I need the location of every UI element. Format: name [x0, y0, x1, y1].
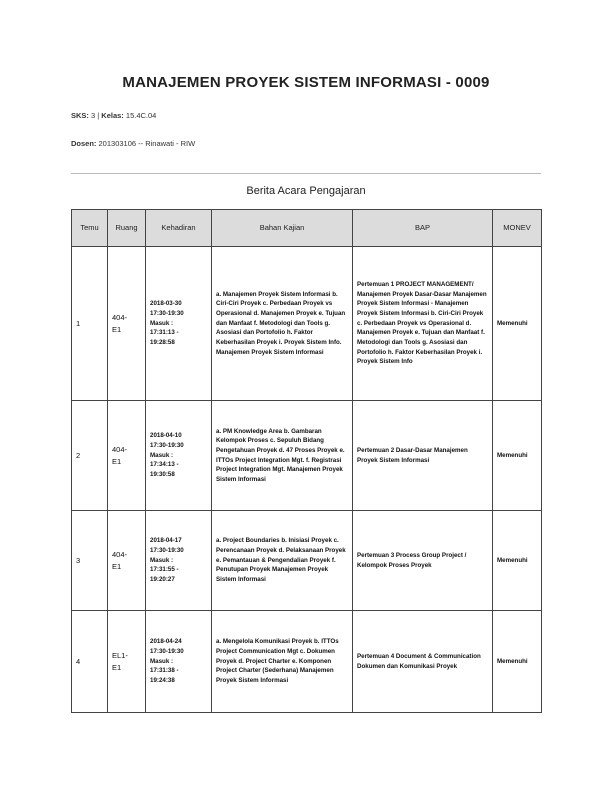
header-monev: MONEV: [493, 210, 542, 247]
cell-bap: Pertemuan 2 Dasar-Dasar Manajemen Proyek Sistem Informasi: [353, 401, 493, 511]
cell-monev: Memenuhi: [493, 511, 542, 611]
document-title: MANAJEMEN PROYEK SISTEM INFORMASI - 0009: [122, 74, 490, 91]
header-kehadiran: Kehadiran: [146, 210, 212, 247]
header-bahan-kajian: Bahan Kajian: [212, 210, 353, 247]
cell-bahan-kajian: a. PM Knowledge Area b. Gambaran Kelompok Proses c. Sepuluh Bidang Pengetahuan Proyek d. 47 Proses Proyek e. ITTOs Project Integration Mgt. f. Registrasi Project Integration Mgt. Manajemen Proyek Sistem Informasi: [212, 401, 353, 511]
cell-monev: Memenuhi: [493, 401, 542, 511]
cell-bap: Pertemuan 1 PROJECT MANAGEMENT/ Manajemen Proyek Dasar-Dasar Manajemen Proyek Sistem Informasi - Manajemen Proyek Sistem Informasi b. Ciri-Ciri Proyek c. Perbedaan Proyek vs Operasional d. Manajemen Proyek e. Tujuan dan Manfaat f. Metodologi dan Tools g. Asosiasi dan Portofolio h. Faktor Keberhasilan Proyek i. Proyek Sistem Info: [353, 247, 493, 401]
cell-temu: 1: [72, 247, 108, 401]
cell-bahan-kajian: a. Project Boundaries b. Inisiasi Proyek c. Perencanaan Proyek d. Pelaksanaan Proyek e. Pemantauan & Pengendalian Proyek f. Penutupan Proyek Manajemen Proyek Sistem Informasi: [212, 511, 353, 611]
table-row: [72, 247, 542, 401]
kelas-label: Kelas:: [101, 111, 124, 120]
divider: [71, 173, 541, 174]
kelas-value: 15.4C.04: [123, 111, 157, 120]
cell-temu: 2: [72, 401, 108, 511]
dosen-value: 201303106 -- Rinawati - RIW: [96, 139, 196, 148]
cell-bap: Pertemuan 4 Document & Communication Dokumen dan Komunikasi Proyek: [353, 611, 493, 713]
cell-kehadiran: 2018-04-24 17:30-19:30 Masuk : 17:31:38 - 19:24:38: [146, 611, 212, 713]
header-temu: Temu: [72, 210, 108, 247]
dosen-label: Dosen:: [71, 139, 97, 148]
cell-ruang: 404- E1: [108, 401, 146, 511]
berita-acara-table: [71, 209, 542, 713]
cell-kehadiran: 2018-04-17 17:30-19:30 Masuk : 17:31:55 - 19:20:27: [146, 511, 212, 611]
dosen-line: [71, 139, 195, 148]
cell-bahan-kajian: a. Manajemen Proyek Sistem Informasi b. Ciri-Ciri Proyek c. Perbedaan Proyek vs Operasional d. Manajemen Proyek e. Tujuan dan Manfaat f. Metodologi dan Tools g. Asosiasi dan Portofolio h. Faktor Keberhasilan Proyek i. Proyek Sistem Info. Manajemen Proyek Sistem Informasi: [212, 247, 353, 401]
cell-bap: Pertemuan 3 Process Group Project / Kelompok Proses Proyek: [353, 511, 493, 611]
section-title: Berita Acara Pengajaran: [246, 185, 366, 197]
cell-monev: Memenuhi: [493, 247, 542, 401]
sks-value: 3 |: [88, 111, 102, 120]
cell-temu: 3: [72, 511, 108, 611]
cell-ruang: 404- E1: [108, 247, 146, 401]
cell-bahan-kajian: a. Mengelola Komunikasi Proyek b. ITTOs Project Communication Mgt c. Dokumen Proyek d. Project Charter e. Komponen Project Charter (Sederhana) Manajemen Proyek Sistem Informasi: [212, 611, 353, 713]
cell-kehadiran: 2018-03-30 17:30-19:30 Masuk : 17:31:13 - 19:28:58: [146, 247, 212, 401]
table-row: [72, 401, 542, 511]
cell-ruang: EL1- E1: [108, 611, 146, 713]
cell-temu: 4: [72, 611, 108, 713]
table-header-row: [72, 210, 542, 247]
cell-ruang: 404- E1: [108, 511, 146, 611]
header-bap: BAP: [353, 210, 493, 247]
cell-monev: Memenuhi: [493, 611, 542, 713]
sks-kelas-line: [71, 111, 156, 120]
cell-kehadiran: 2018-04-10 17:30-19:30 Masuk : 17:34:13 - 19:30:58: [146, 401, 212, 511]
header-ruang: Ruang: [108, 210, 146, 247]
sks-label: SKS:: [71, 111, 89, 120]
table-row: [72, 511, 542, 611]
table-row: [72, 611, 542, 713]
